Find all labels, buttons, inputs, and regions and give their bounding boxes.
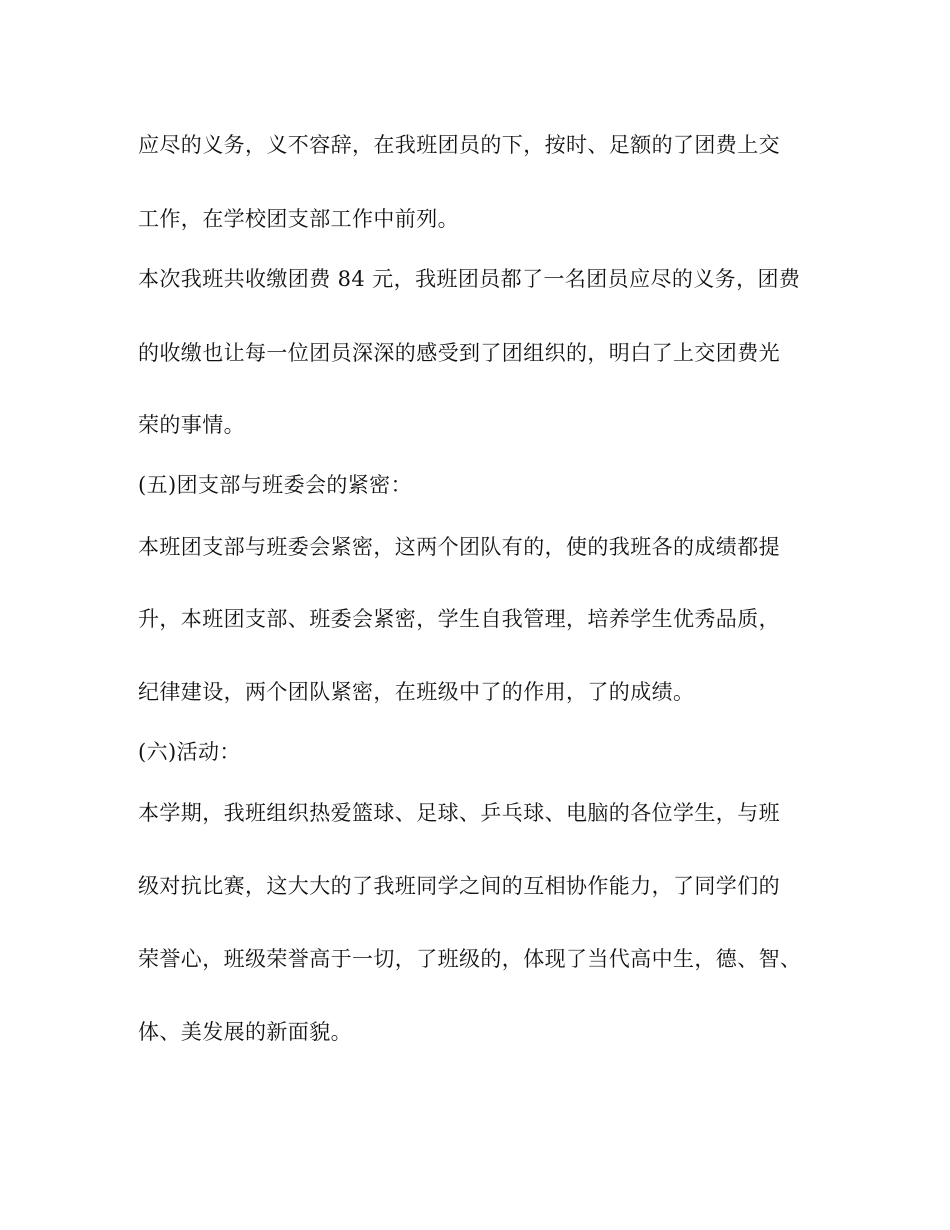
paragraph-line: 升，本班团支部、班委会紧密，学生自我管理，培养学生优秀品质， xyxy=(138,607,780,631)
paragraph-line: 工作，在学校团支部工作中前列。 xyxy=(138,207,459,231)
paragraph-line: 本学期，我班组织热爱篮球、足球、乒乓球、电脑的各位学生，与班 xyxy=(138,801,780,825)
paragraph-line: 体、美发展的新面貌。 xyxy=(138,1020,352,1044)
paragraph-line: 的收缴也让每一位团员深深的感受到了团组织的，明白了上交团费光 xyxy=(138,341,780,365)
paragraph-line: 荣的事情。 xyxy=(138,413,245,437)
paragraph-line: 级对抗比赛，这大大的了我班同学之间的互相协作能力，了同学们的 xyxy=(138,874,780,898)
section-heading: (六)活动： xyxy=(138,740,241,764)
section-heading: (五)团支部与班委会的紧密： xyxy=(138,473,412,497)
paragraph-line: 本次我班共收缴团费 84 元，我班团员都了一名团员应尽的义务，团费 xyxy=(138,267,801,291)
paragraph-line: 荣誉心，班级荣誉高于一切，了班级的，体现了当代高中生，德、智、 xyxy=(138,947,802,971)
paragraph-line: 应尽的义务，义不容辞，在我班团员的下，按时、足额的了团费上交 xyxy=(138,133,780,157)
paragraph-line: 本班团支部与班委会紧密，这两个团队有的，使的我班各的成绩都提 xyxy=(138,535,780,559)
paragraph-line: 纪律建设，两个团队紧密，在班级中了的作用，了的成绩。 xyxy=(138,680,695,704)
